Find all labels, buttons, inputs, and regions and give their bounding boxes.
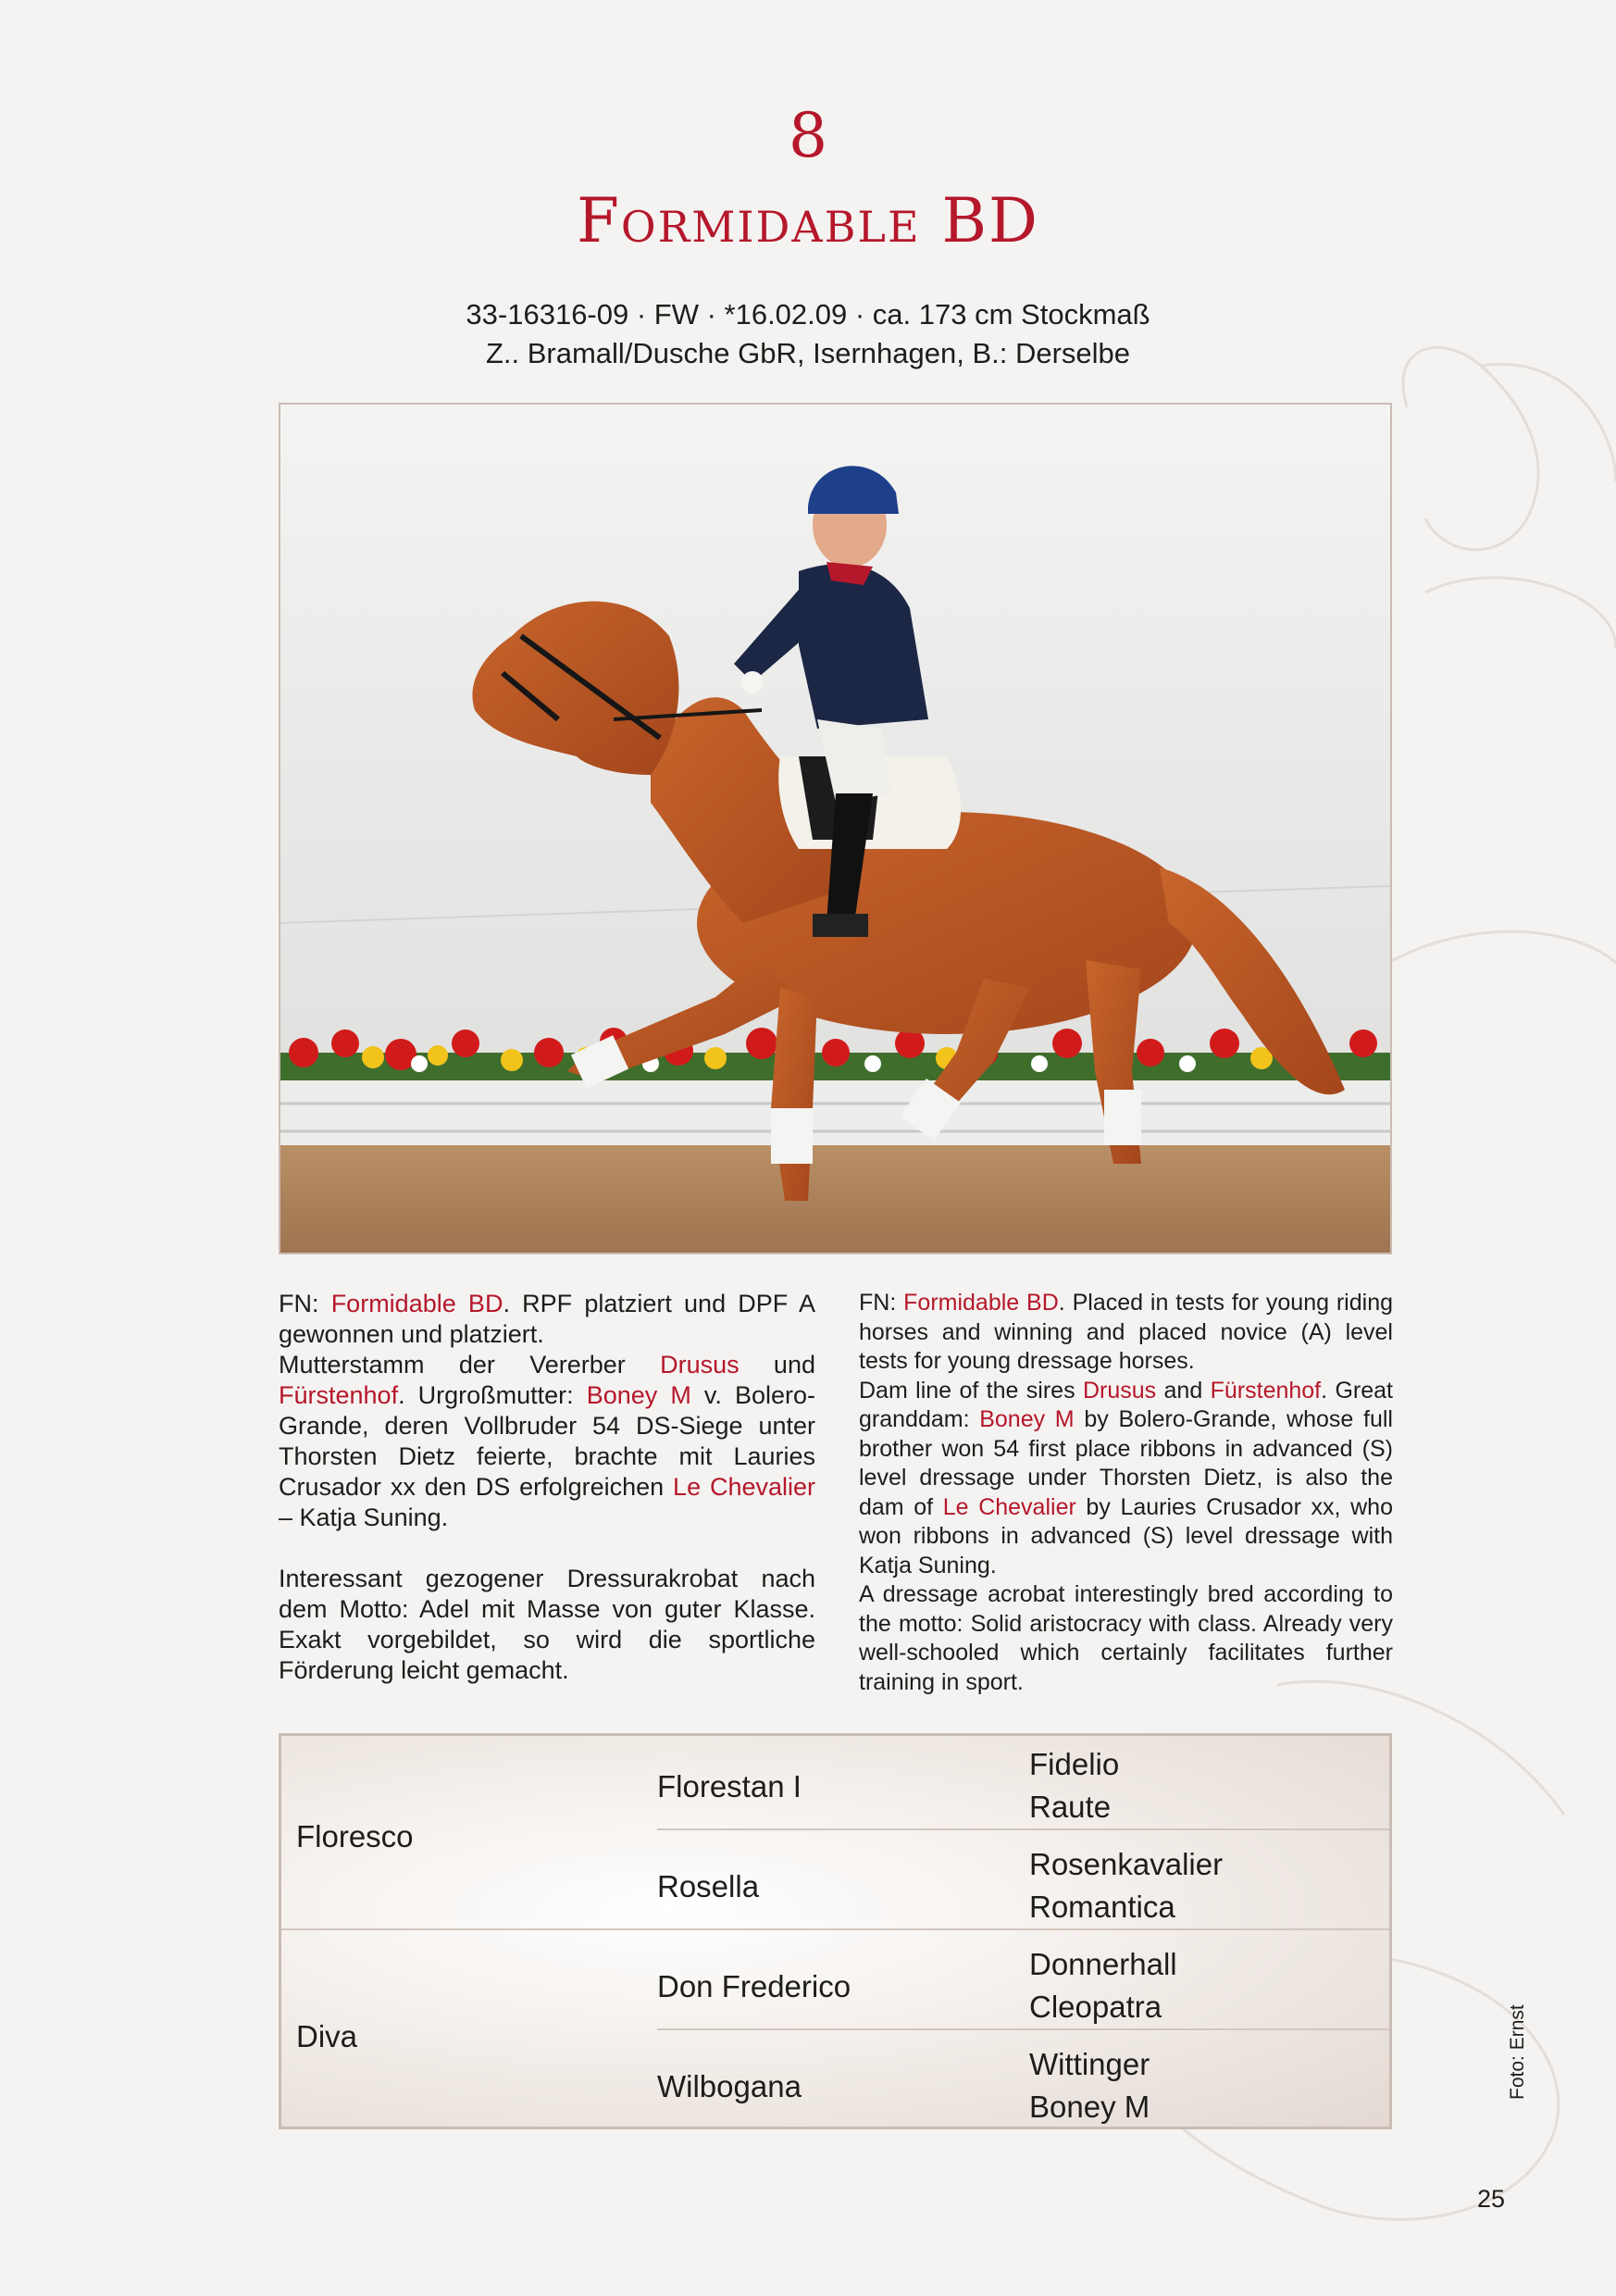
german-paragraph-2: Mutterstamm der Vererber Drusus und Fürstenhof. Urgroßmutter: Boney M v. Bolero-Grande, deren Vollbruder 54 DS-Siege unter Thorsten Dietz feierte, brachte mit Lauries Crusador xx den DS erfolgreichen Le Chevalier – Katja Suning. [279, 1351, 815, 1531]
boney-m-highlight: Boney M [586, 1381, 691, 1409]
pedigree-ssd: Raute [1029, 1790, 1112, 1824]
horse-name-highlight: Formidable BD [903, 1290, 1059, 1316]
page-number: 25 [1477, 2185, 1506, 2213]
pedigree-sire-dam: Rosella [657, 1869, 760, 1903]
english-paragraph-1: FN: Formidable BD. Placed in tests for young riding horses and winning and placed novice (A) level tests for young dressage horses. [859, 1290, 1394, 1374]
german-paragraph-1: FN: Formidable BD. RPF platziert und DPF A gewonnen und platziert. [279, 1290, 815, 1348]
fuerstenhof-highlight: Fürstenhof [279, 1381, 399, 1409]
description-english [859, 1289, 1393, 1697]
pedigree-sss: Fidelio [1029, 1747, 1120, 1781]
pedigree-divider [657, 1828, 1389, 1830]
le-chevalier-highlight: Le Chevalier [942, 1493, 1076, 1520]
drusus-highlight: Drusus [1082, 1377, 1157, 1404]
pedigree-sds: Rosenkavalier [1029, 1847, 1224, 1881]
pedigree-ddd: Boney M [1029, 2090, 1150, 2124]
german-paragraph-3: Interessant gezogener Dressurakrobat nach dem Motto: Adel mit Masse von guter Klasse. Exakt vorgebildet, so wird die sportliche Förderung leicht gemacht. [279, 1565, 815, 1684]
le-chevalier-highlight: Le Chevalier [673, 1473, 815, 1501]
pedigree-dsd: Cleopatra [1029, 1990, 1162, 2024]
breeder-info: Z.. Bramall/Dusche GbR, Isernhagen, B.: Derselbe [485, 337, 1131, 369]
photo-credit: Foto: Ernst [1507, 2004, 1528, 2100]
pedigree-dam-sire: Don Frederico [657, 1969, 852, 2003]
fuerstenhof-highlight: Fürstenhof [1210, 1377, 1322, 1404]
pedigree-table [279, 1733, 1392, 2129]
pedigree-dam: Diva [296, 2019, 358, 2053]
boney-m-highlight: Boney M [979, 1406, 1075, 1432]
pedigree-divider [281, 1928, 1389, 1930]
horse-name-highlight: Formidable BD [330, 1290, 503, 1317]
english-paragraph-2: Dam line of the sires Drusus and Fürstenhof. Great granddam: Boney M by Bolero-Grande, whose full brother won 54 first place ribbons in advanced (S) level dressage under Thorsten Dietz, is also the dam of Le Chevalier by Lauries Crusador xx, who won ribbons in advanced (S) level dressage with Katja Suning. [859, 1377, 1393, 1578]
description-german [279, 1289, 815, 1686]
pedigree-dss: Donnerhall [1029, 1947, 1177, 1981]
pedigree-sire-sire: Florestan I [657, 1769, 802, 1803]
pedigree-sdd: Romantica [1029, 1890, 1175, 1924]
horse-photo [279, 403, 1392, 1254]
horse-name: Formidable BD [577, 185, 1039, 256]
drusus-highlight: Drusus [660, 1351, 740, 1379]
pedigree-divider [657, 2028, 1389, 2030]
lot-number: 8 [789, 100, 827, 171]
pedigree-dds: Wittinger [1029, 2047, 1150, 2081]
pedigree-sire: Floresco [296, 1819, 414, 1853]
english-paragraph-3: A dressage acrobat interestingly bred according to the motto: Solid aristocracy with class. Already very well-schooled which certainly facilitates further training in sport. [859, 1581, 1393, 1695]
pedigree-dam-dam: Wilbogana [657, 2069, 802, 2103]
horse-details: 33-16316-09 · FW · *16.02.09 · ca. 173 cm Stockmaß [466, 298, 1150, 331]
